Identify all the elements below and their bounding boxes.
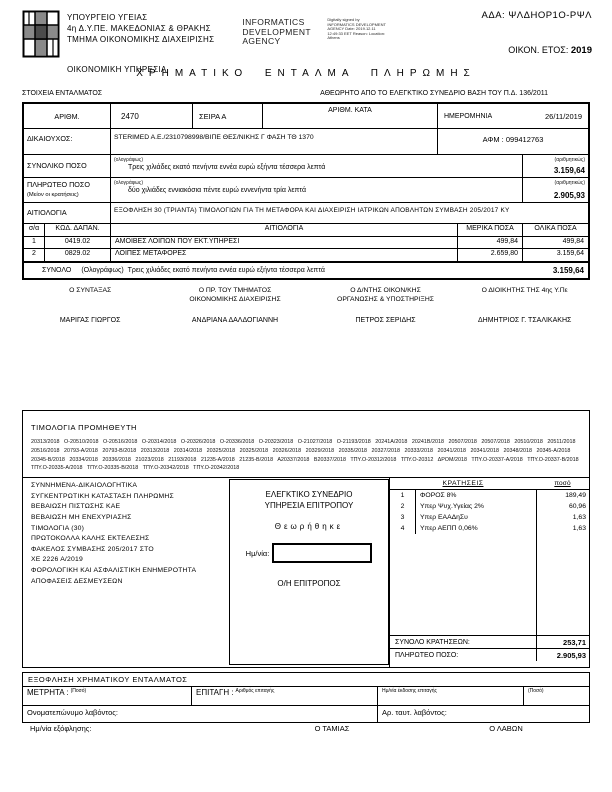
cash-amount-hint: (Ποσό): [70, 688, 87, 694]
signature-drafter: [22, 286, 158, 324]
sum-amount: 3.159,64: [552, 266, 584, 275]
recipient-name-label: Ονοματεπώνυμο λαβόντος:: [27, 708, 119, 717]
signature-title: Ο ΔΙΟΙΚΗΤΗΣ ΤΗΣ 4ης Υ.Πε: [481, 287, 568, 294]
settlement-header: ΕΞΟΦΛΗΣΗ ΧΡΗΜΑΤΙΚΟΥ ΕΝΤΑΛΜΑΤΟΣ: [23, 673, 589, 687]
signature-governor: [459, 286, 590, 324]
expense-row-partial: 499,84: [457, 237, 522, 248]
expense-row-sn: 2: [32, 250, 36, 257]
signature-name: ΜΑΡΙΓΑΣ ΓΙΩΡΓΟΣ: [59, 317, 121, 324]
reason-label: ΑΙΤΙΟΛΟΓΙΑ: [27, 208, 67, 217]
payable-amount-sublabel: (Μείον οι κρατήσεις): [27, 192, 79, 198]
total-amount-label: ΣΥΝΟΛΙΚΟ ΠΟΣΟ: [27, 161, 87, 170]
signature-name: ΠΕΤΡΟΣ ΣΕΡΙΔΗΣ: [355, 317, 416, 324]
attachment-item: ΦΟΡΟΛΟΓΙΚΗ ΚΑΙ ΑΣΦΑΛΙΣΤΙΚΗ ΕΝΗΜΕΡΟΤΗΤΑ: [31, 566, 197, 574]
in-digits-label: (αριθμητικώς): [554, 157, 585, 163]
signature-title: Ο Δ/ΝΤΗΣ ΟΙΚΟΝ/ΚΗΣ: [350, 287, 421, 294]
signature-title2: ΟΙΚΟΝΟΜΙΚΗΣ ΔΙΑΧΕΙΡΙΣΗΣ: [189, 296, 281, 303]
deduction-amount: 189,49: [536, 490, 589, 501]
attachment-item: ΠΡΩΤΟΚΟΛΛΑ ΚΑΛΗΣ ΕΚΤΕΛΕΣΗΣ: [31, 535, 150, 543]
signature-title: Ο ΠΡ. ΤΟΥ ΤΜΗΜΑΤΟΣ: [198, 287, 272, 294]
ada-value: ΨΛΔΗΟΡ1Ο-ΡΨΛ: [508, 10, 592, 21]
supplier-invoices-title: ΤΙΜΟΛΟΓΙΑ ΠΡΟΜΗΘΕΥΤΗ: [31, 423, 137, 432]
deduction-row: [390, 501, 589, 512]
payable-amount-words: δύο χιλιάδες εννιακόσια πέντε ευρώ εννενήντα τρία λεπτά: [128, 187, 306, 194]
approved-stamp-text: Θεωρήθηκε: [274, 522, 344, 532]
greek-cross-logo: [22, 10, 60, 60]
col-header-partial: ΜΕΡΙΚΑ ΠΟΣΑ: [457, 224, 522, 236]
deductions-panel: [389, 478, 589, 667]
cashier-label: Ο ΤΑΜΙΑΣ: [314, 724, 350, 733]
deductions-header: ΚΡΑΤΗΣΕΙΣ: [442, 480, 484, 488]
date-label: ΗΜΕΡΟΜΗΝΙΑ: [444, 112, 493, 120]
cheque-label: ΕΠΙΤΑΓΗ :: [196, 688, 234, 697]
deductions-amount-header: ποσό: [554, 480, 571, 488]
deduction-label: Υπερ ΕΑΑΔηΣυ: [420, 514, 468, 522]
health-region-name: 4η Δ.Υ.ΠΕ. ΜΑΚΕΔΟΝΙΑΣ & ΘΡΑΚΗΣ: [67, 24, 211, 33]
order-details-label: ΣΤΟΙΧΕΙΑ ΕΝΤΑΛΜΑΤΟΣ: [22, 90, 103, 97]
col-header-code: ΚΩΔ. ΔΑΠΑΝ.: [44, 224, 110, 236]
expense-row-total: 3.159,64: [522, 249, 588, 261]
deduction-num: 1: [390, 490, 416, 501]
recipient-id-label: Αρ. ταυτ. λαβόντος:: [377, 706, 589, 722]
deductions-total-row: [390, 635, 589, 648]
total-amount-value: 3.159,64: [553, 166, 585, 175]
deduction-label: Υπερ Ψυχ.Υγείας 2%: [420, 503, 484, 511]
sum-label: ΣΥΝΟΛΟ: [42, 267, 72, 274]
attachment-item: ΤΙΜΟΛΟΓΙΑ (30): [31, 524, 85, 532]
cheque-date-hint: Ημ/νία έκδοσης επιταγής: [382, 688, 437, 694]
deduction-num: 3: [390, 512, 416, 523]
expense-row-code: 0419.02: [44, 237, 110, 248]
expense-row-code: 0829.02: [44, 249, 110, 261]
cash-label: ΜΕΤΡΗΤΑ :: [27, 688, 69, 697]
in-digits-label-2: (αριθμητικώς): [554, 180, 585, 186]
service-name: ΟΙΚΟΝΟΜΙΚΗ ΥΠΗΡΕΣΙΑ: [67, 65, 167, 74]
fiscal-year-label: ΟΙΚΟΝ. ΕΤΟΣ:: [508, 45, 569, 55]
attachment-item: ΦΑΚΕΛΟΣ ΣΥΜΒΑΣΗΣ 205/2017 ΣΤΟ: [31, 545, 154, 553]
deduction-label: ΦΟΡΟΣ 8%: [420, 492, 457, 500]
signature-finance-director: [312, 286, 460, 324]
attachment-item: ΒΕΒΑΙΩΣΗ ΠΙΣΤΩΣΗΣ ΚΑΕ: [31, 503, 121, 511]
stamp-signature-details: Digitally signed by INFORMATICS DEVELOPMENT AGENCY Date: 2019.12.11 12:49:33 EET Reason: Location: Athens: [327, 17, 386, 41]
net-payable-label: ΠΛΗΡΩΤΕΟ ΠΟΣΟ:: [395, 651, 459, 659]
page-title: ΧΡΗΜΑΤΙΚΟ ΕΝΤΑΛΜΑ ΠΛΗΡΩΜΗΣ: [136, 68, 476, 79]
deduction-amount: 1,63: [536, 523, 589, 534]
commissioner-label: Ο/Η ΕΠΙΤΡΟΠΟΣ: [277, 579, 341, 589]
beneficiary-value: STERIMED A.E./2310798998/ΒΙΠΕ ΘΕΣ/ΝΙΚΗΣ Γ ΦΑΣΗ ΤΘ 1370: [110, 129, 437, 154]
net-payable-amount: 2.905,93: [536, 649, 589, 661]
col-header-sn: σ/α: [28, 225, 40, 232]
col-header-total: ΟΛΙΚΑ ΠΟΣΑ: [522, 224, 588, 236]
court-of-audit-line2: ΥΠΗΡΕΣΙΑ ΕΠΙΤΡΟΠΟΥ: [264, 501, 354, 511]
signatures-row: [22, 286, 590, 324]
beneficiary-label: ΔΙΚΑΙΟΥΧΟΣ:: [27, 134, 73, 143]
payoff-date-label: Ημ/νία εξόφλησης:: [30, 724, 92, 733]
settlement-box: [22, 672, 590, 723]
expense-row: [24, 248, 588, 261]
in-words-label-2: (ολογράφως): [114, 180, 144, 186]
signature-name: ΔΗΜΗΤΡΙΟΣ Γ. ΤΣΑΛΙΚΑΚΗΣ: [477, 317, 572, 324]
deduction-row: [390, 512, 589, 523]
order-table: [22, 102, 590, 280]
net-payable-row: [390, 648, 589, 661]
digital-signature-stamp: [242, 18, 390, 74]
expense-row: [24, 236, 588, 248]
ada-block: [482, 10, 592, 74]
attachment-item: ΧΕ 2226 Α/2019: [31, 556, 83, 564]
expense-row-desc: ΑΜΟΙΒΕΣ ΛΟΙΠΩΝ ΠΟΥ ΕΚΤ.ΥΠΗΡΕΣΙ: [110, 237, 457, 248]
order-number-value: 2470: [110, 104, 192, 128]
signature-head-of-dept: [158, 286, 311, 324]
expense-row-sn: 1: [32, 238, 36, 245]
attachment-item: ΒΕΒΑΙΩΣΗ ΜΗ ΕΝΕΧΥΡΙΑΣΗΣ: [31, 513, 132, 521]
department-name: ΤΜΗΜΑ ΟΙΚΟΝΟΜΙΚΗΣ ΔΙΑΧΕΙΡΙΣΗΣ: [67, 35, 215, 44]
ada-label: ΑΔΑ:: [481, 10, 506, 21]
deduction-row: [390, 523, 589, 534]
afm-label: ΑΦΜ :: [482, 135, 504, 144]
attachment-item: ΣΥΓΚΕΝΤΡΩΤΙΚΗ ΚΑΤΑΣΤΑΣΗ ΠΛΗΡΩΜΗΣ: [31, 492, 174, 500]
court-of-audit-line1: ΕΛΕΓΚΤΙΚΟ ΣΥΝΕΔΡΙΟ: [265, 490, 353, 500]
attachments-title: ΣΥΝΝΗΜΕΝΑ-ΔΙΚΑΙΟΛΟΓΗΤΙΚΑ: [31, 482, 138, 490]
deduction-amount: 1,63: [536, 512, 589, 523]
document-header: [22, 10, 592, 74]
invoices-audit-box: [22, 410, 590, 668]
cheque-amount-hint: (Ποσό): [528, 688, 544, 694]
total-amount-words: Τρεις χιλιάδες εκατό πενήντα εννέα ευρώ εξήντα τέσσερα λεπτά: [128, 164, 326, 171]
untheorized-note: ΑΘΕΩΡΗΤΟ ΑΠΟ ΤΟ ΕΛΕΓΚΤΙΚΟ ΣΥΝΕΔΡΙΟ ΒΑΣΗ ΤΟΥ Π.Δ. 136/2011: [320, 90, 548, 97]
commissioner-date-label: Ημ/νία:: [245, 548, 270, 558]
deductions-total-label: ΣΥΝΟΛΟ ΚΡΑΤΗΣΕΩΝ:: [395, 638, 470, 646]
court-of-audit-box: [229, 479, 389, 665]
stamp-agency-name: INFORMATICS DEVELOPMENT AGENCY: [242, 17, 311, 46]
payable-amount-label: ΠΛΗΡΩΤΕΟ ΠΟΣΟ: [27, 180, 90, 189]
sum-words-label: (Ολογράφως): [81, 267, 124, 274]
in-words-label: (ολογράφως): [114, 157, 144, 163]
expense-row-desc: ΛΟΙΠΕΣ ΜΕΤΑΦΟΡΕΣ: [110, 249, 457, 261]
signature-title2: ΟΡΓΑΝΩΣΗΣ & ΥΠΟΣΤΗΡΙΞΗΣ: [337, 296, 434, 303]
ministry-name: ΥΠΟΥΡΓΕΙΟ ΥΓΕΙΑΣ: [67, 13, 148, 22]
deduction-amount: 60,96: [536, 501, 589, 512]
deduction-label: Υπερ ΑΕΠΠ 0,06%: [420, 525, 478, 533]
deduction-num: 2: [390, 501, 416, 512]
series-value: ΣΕΙΡΑ Α: [192, 104, 262, 128]
issuing-authority-block: [22, 10, 214, 74]
supplier-invoices-list: 20313/2018 Ο-20510/2018 Ο-20516/2018 Ο-20314/2018 Ο-20326/2018 Ο-20336/2018 Ο-20323/2018 Ο-21027/2018 Ο-21193/2018 20241Α/2018 20241Β/2018 20507/2018 20507/2018 20510/2018 20511/2018 20516/2018 20793-Α/2018 20793-Β/2018 20313/2018 20314/2018 20325/2018 20325/2018 20326/2018 20329/2018 20335/2018 20327/2018 20333/2018 20341/2018 20341/2018 20348/2018 20345-Α/2018 20345-Β/2018 20334/2018 20336/2018 21023/2018 21193/2018 21235-Α/2018 21235-Β/2018 Α20337/2018 Β20337/2018 ΤΠΥ.Ο-20312/2018 ΤΠΥ.Ο-20312 ΔΡΟΜ/2018 ΤΠΥ.Ο-20337-Α/2018 ΤΠΥ.Ο-20337-Β/2018 ΤΠΥ.Ο-20335-Α/2018 ΤΠΥ.Ο-20335-Β/2018 ΤΠΥ.Ο-20342/2018 ΤΠΥ.Ο-20342/2018: [31, 439, 579, 472]
order-number-label: ΑΡΙΘΜ.: [54, 111, 80, 121]
meta-row: [22, 90, 590, 97]
deductions-total-amount: 253,71: [536, 636, 589, 648]
attachment-item: ΑΠΟΦΑΣΕΙΣ ΔΕΣΜΕΥΣΕΩΝ: [31, 577, 123, 585]
sum-words: Τρεις χιλιάδες εκατό πενήντα εννέα ευρώ εξήντα τέσσερα λεπτά: [127, 267, 325, 274]
deduction-num: 4: [390, 523, 416, 534]
cheque-number-hint: Αριθμός επιταγής: [235, 688, 275, 694]
recipient-label: Ο ΛΑΒΩΝ: [489, 724, 523, 733]
signature-title: Ο ΣΥΝΤΑΞΑΣ: [69, 287, 112, 294]
attachments-list: [23, 478, 229, 667]
deduction-row: [390, 490, 589, 501]
date-value: 26/11/2019: [545, 111, 582, 121]
expense-sum-row: [24, 261, 588, 278]
payable-amount-value: 2.905,93: [553, 191, 585, 200]
fiscal-year-value: 2019: [570, 45, 592, 56]
settlement-footer: [22, 724, 590, 733]
col-header-desc: ΑΙΤΙΟΛΟΓΙΑ: [110, 224, 457, 236]
commissioner-date-field: [272, 543, 372, 563]
expense-row-total: 499,84: [522, 237, 588, 248]
reason-value: ΕΞΟΦΛΗΣΗ 30 (ΤΡΙΑΝΤΑ) ΤΙΜΟΛΟΓΙΩΝ ΓΙΑ ΤΗ ΜΕΤΑΦΟΡΑ ΚΑΙ ΔΙΑΧΕΙΡΙΣΗ ΙΑΤΡΙΚΩΝ ΑΠΟΒΛΗΤΩΝ ΣΥΜΒΑΣΗ 205/2017 ΚΥ: [110, 203, 588, 223]
afm-value: 099412763: [505, 135, 544, 144]
kata-number-label: ΑΡΙΘΜ. ΚΑΤΑ: [262, 104, 437, 128]
signature-name: ΑΝΔΡΙΑΝΑ ΔΑΛΔΟΓΙΑΝΝΗ: [191, 317, 279, 324]
expense-row-partial: 2.659,80: [457, 249, 522, 261]
